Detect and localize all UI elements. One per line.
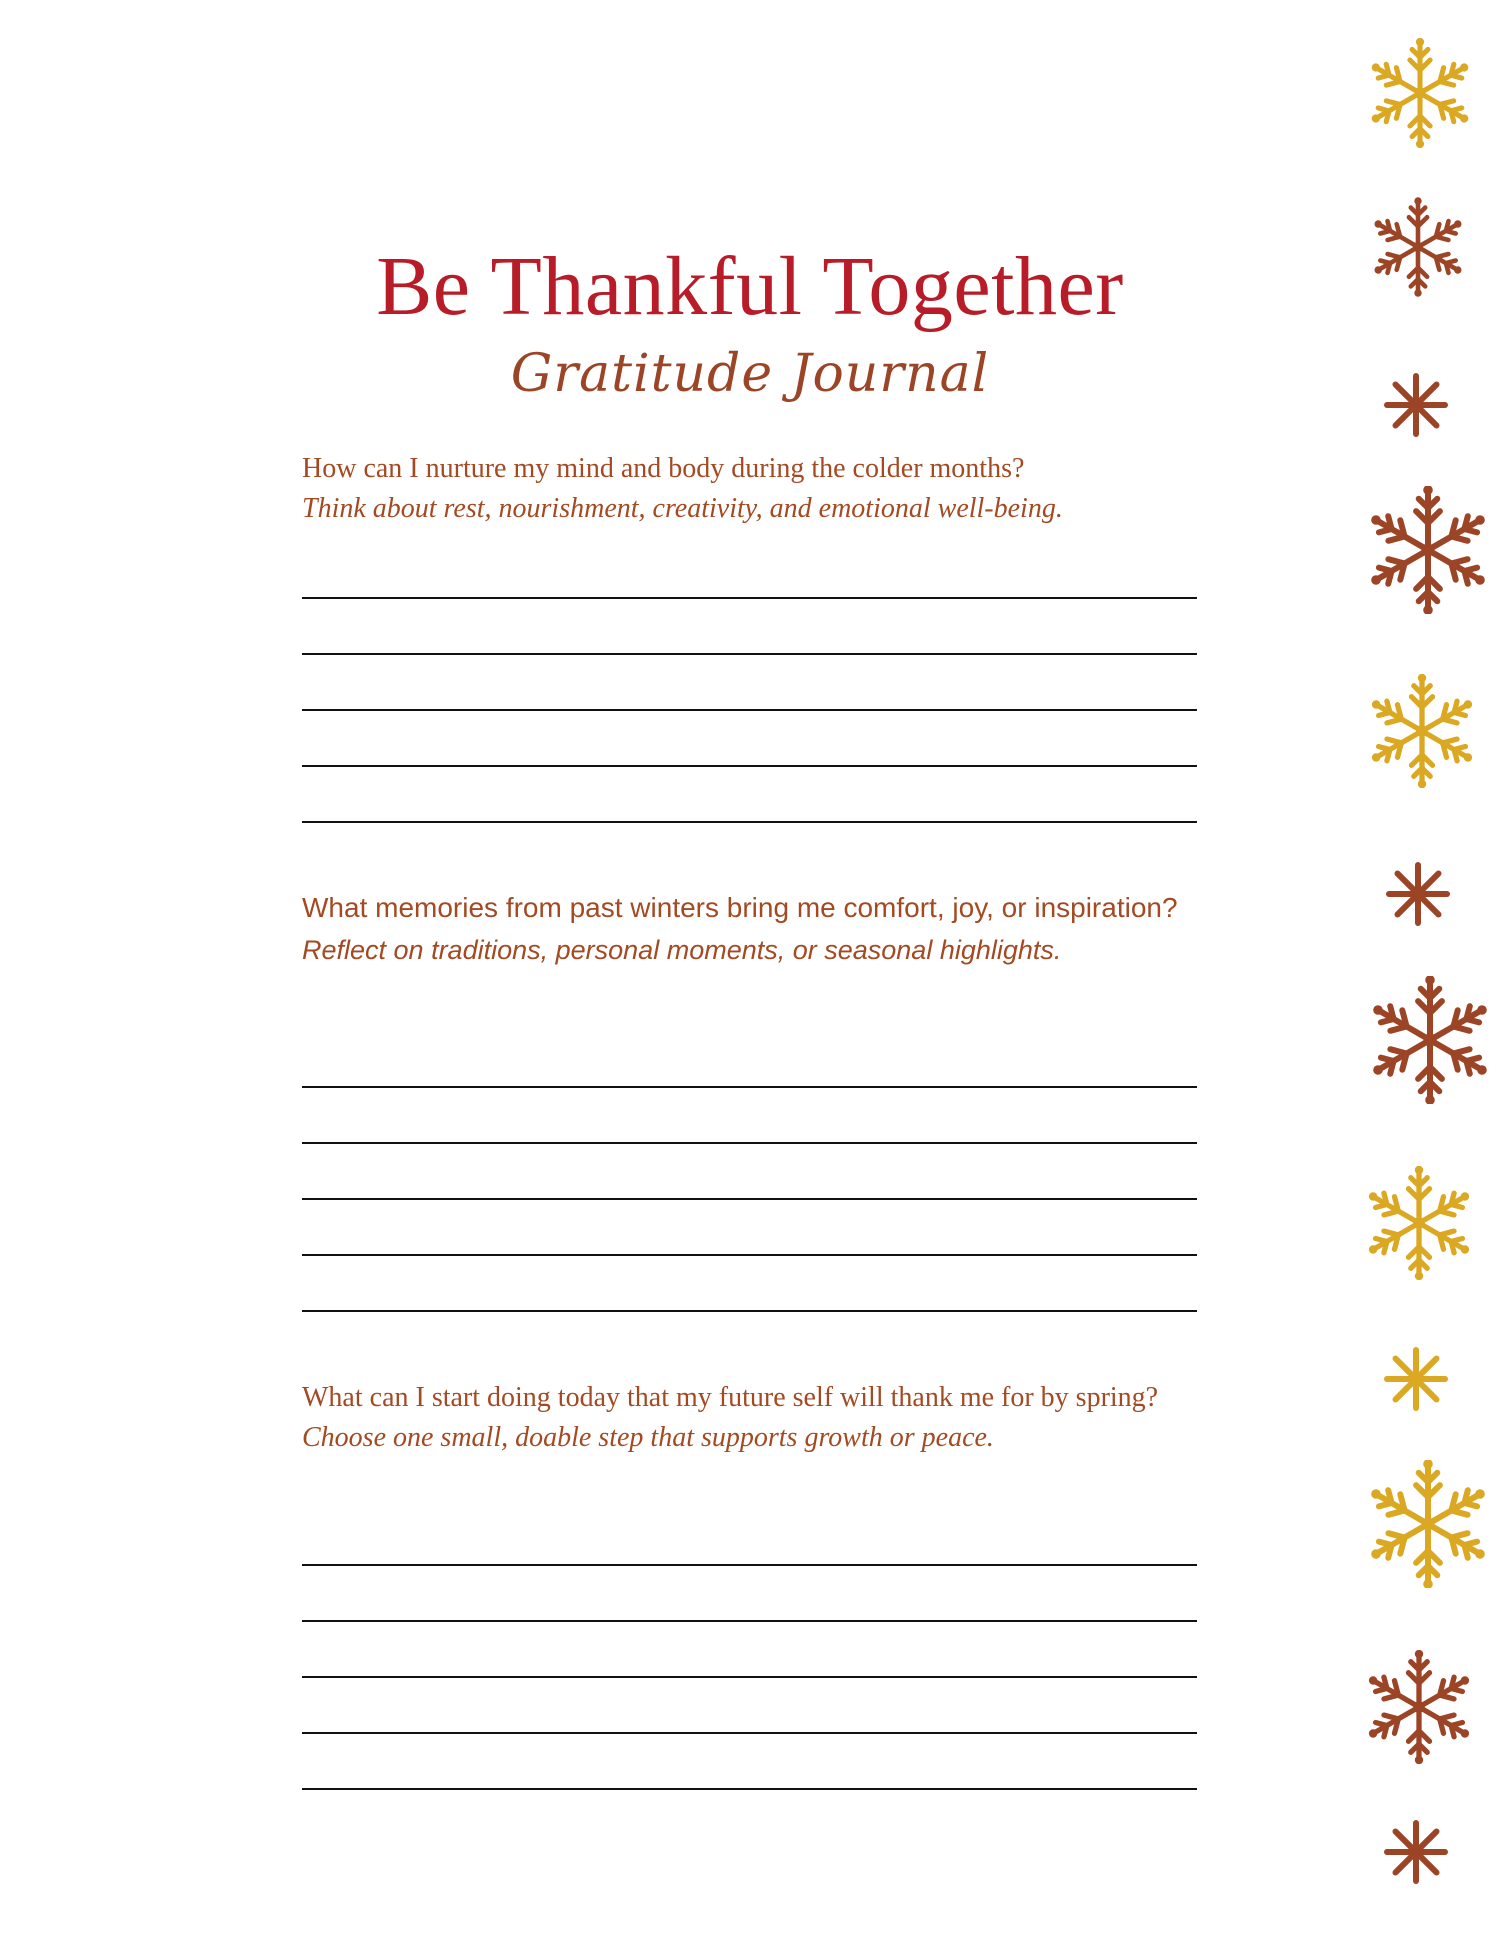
snowflake-icon bbox=[1365, 38, 1475, 148]
snowflake-icon bbox=[1362, 1166, 1476, 1280]
snowflake-icon bbox=[1368, 197, 1468, 297]
prompt-2-question: What memories from past winters bring me comfort, joy, or inspiration? bbox=[302, 892, 1178, 923]
snowflake-icon bbox=[1364, 486, 1492, 614]
answer-line[interactable] bbox=[302, 1142, 1197, 1144]
star-cross-icon bbox=[1384, 1347, 1448, 1411]
answer-line[interactable] bbox=[302, 597, 1197, 599]
snowflake-icon bbox=[1362, 1650, 1476, 1764]
star-cross-icon bbox=[1386, 862, 1450, 926]
answer-line[interactable] bbox=[302, 1620, 1197, 1622]
answer-line[interactable] bbox=[302, 1254, 1197, 1256]
snowflake-icon bbox=[1364, 1460, 1492, 1588]
prompt-2-hint: Reflect on traditions, personal moments, or seasonal highlights. bbox=[302, 935, 1062, 965]
answer-line[interactable] bbox=[302, 821, 1197, 823]
prompt-2 bbox=[302, 887, 1202, 971]
answer-line[interactable] bbox=[302, 1086, 1197, 1088]
answer-line[interactable] bbox=[302, 1676, 1197, 1678]
answer-line[interactable] bbox=[302, 653, 1197, 655]
answer-line[interactable] bbox=[302, 1788, 1197, 1790]
prompt-3-question: What can I start doing today that my future self will thank me for by spring? bbox=[302, 1382, 1159, 1413]
answer-line[interactable] bbox=[302, 709, 1197, 711]
answer-line[interactable] bbox=[302, 1310, 1197, 1312]
snowflake-border bbox=[1340, 0, 1500, 1941]
prompt-1 bbox=[302, 449, 1202, 529]
prompt-3-hint: Choose one small, doable step that supports growth or peace. bbox=[302, 1422, 994, 1453]
answer-line[interactable] bbox=[302, 1732, 1197, 1734]
answer-line[interactable] bbox=[302, 1198, 1197, 1200]
answer-line[interactable] bbox=[302, 765, 1197, 767]
prompt-1-question: How can I nurture my mind and body during the colder months? bbox=[302, 453, 1025, 484]
answer-line[interactable] bbox=[302, 1564, 1197, 1566]
snowflake-icon bbox=[1366, 976, 1494, 1104]
page-title: Be Thankful Together bbox=[376, 240, 1124, 333]
star-cross-icon bbox=[1384, 1820, 1448, 1884]
prompt-3 bbox=[302, 1378, 1202, 1458]
star-cross-icon bbox=[1384, 373, 1448, 437]
page-subtitle: Gratitude Journal bbox=[510, 344, 990, 404]
snowflake-icon bbox=[1365, 674, 1479, 788]
prompt-1-hint: Think about rest, nourishment, creativity, and emotional well-being. bbox=[302, 493, 1063, 524]
